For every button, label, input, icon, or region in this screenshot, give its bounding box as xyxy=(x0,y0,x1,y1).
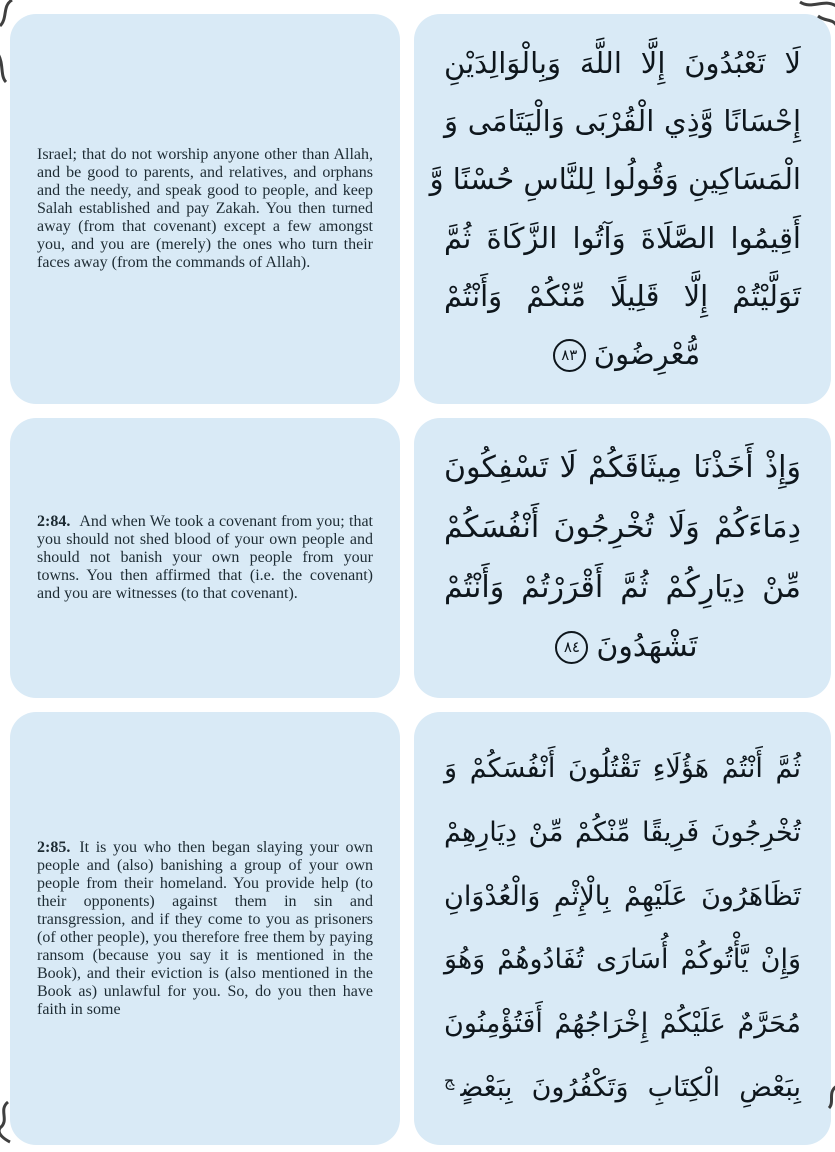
english-translation-2-85 xyxy=(37,839,373,1019)
translation-card-2-84 xyxy=(10,418,400,698)
arabic-card-2-84 xyxy=(414,418,831,698)
arabic-line: وَإِذْ أَخَذْنَا مِيثَاقَكُمْ لَا تَسْفِكُونَ xyxy=(444,450,801,486)
arabic-last-line: بِبَعْضِ الْكِتَابِ وَتَكْفُرُونَ بِبَعْضٍ xyxy=(460,1072,801,1104)
arabic-line: إِحْسَانًا وَّذِي الْقُرْبَى وَالْيَتَامَى وَ xyxy=(444,104,801,139)
verse-ref: 2:85. xyxy=(37,838,71,856)
arabic-line: ثُمَّ أَنْتُمْ هَؤُلَاءِ تَقْتُلُونَ أَنْفُسَكُمْ وَ xyxy=(444,752,801,784)
ayah-number-badge: ٨٣ xyxy=(553,339,586,372)
translation-text: It is you who then began slaying your own people and (also) banishing a group of your own people from their homeland. You provide help (to their opponents) against them in sin and transgression, and if they come to you as prisoners (of other people), you therefore free them by paying ransom (because you say it is mentioned in the Book), and their eviction is (also mentioned in the Book as) unlawful for you. So, do you then have faith in some xyxy=(37,838,373,1018)
translation-text: And when We took a covenant from you; that you should not shed blood of your own people and should not banish your own people from your towns. You then affirmed that (i.e. the covenant) and you are witnesses (to that covenant). xyxy=(37,513,373,602)
arabic-line: وَإِنْ يَّأْتُوكُمْ أُسَارَى تُفَادُوهُمْ وَهُوَ xyxy=(444,944,801,976)
translation-card-2-83 xyxy=(10,14,400,404)
arabic-line-final xyxy=(444,624,801,671)
english-translation-2-84 xyxy=(37,513,373,603)
arabic-line: تَظَاهَرُونَ عَلَيْهِمْ بِالْإِثْمِ وَالْعُدْوَانِ xyxy=(444,880,801,912)
verse-ref: 2:84. xyxy=(37,513,71,530)
arabic-last-word: تَشْهَدُونَ xyxy=(596,629,698,665)
arabic-line-final xyxy=(444,1067,801,1109)
arabic-line-final xyxy=(444,332,801,377)
arabic-line: مِّنْ دِيَارِكُمْ ثُمَّ أَقْرَرْتُمْ وَأَنْتُمْ xyxy=(444,569,801,605)
arabic-line: تَوَلَّيْتُمْ إِلَّا قَلِيلًا مِّنْكُمْ وَأَنْتُمْ xyxy=(444,278,801,313)
arabic-line: الْمَسَاكِينِ وَقُولُوا لِلنَّاسِ حُسْنًا وَّ xyxy=(429,162,801,197)
arabic-line: تُخْرِجُونَ فَرِيقًا مِّنْكُمْ مِّنْ دِيَارِهِمْ xyxy=(444,816,801,848)
translation-card-2-85 xyxy=(10,712,400,1145)
arabic-line: أَقِيمُوا الصَّلَاةَ وَآتُوا الزَّكَاةَ ثُمَّ xyxy=(444,220,801,255)
arabic-card-2-83 xyxy=(414,14,831,404)
waqf-mark: ج xyxy=(444,1071,455,1091)
arabic-line: دِمَاءَكُمْ وَلَا تُخْرِجُونَ أَنْفُسَكُمْ xyxy=(444,509,801,545)
english-translation-2-83 xyxy=(37,146,373,272)
translation-text: Israel; that do not worship anyone other than Allah, and be good to parents, and relatives, and orphans and the needy, and speak good to people, and keep Salah established and pay Zakah. You then turned away (from that covenant) except a few amongst you, and you are (merely) the ones who turn their faces away (from the commands of Allah). xyxy=(37,146,373,271)
arabic-line: مُحَرَّمٌ عَلَيْكُمْ إِخْرَاجُهُمْ أَفَتُؤْمِنُونَ xyxy=(444,1008,801,1040)
arabic-card-2-85 xyxy=(414,712,831,1145)
arabic-line: لَا تَعْبُدُونَ إِلَّا اللَّهَ وَبِالْوَالِدَيْنِ xyxy=(444,46,801,81)
arabic-last-word: مُّعْرِضُونَ xyxy=(593,336,701,371)
scan-artifact-left-edge xyxy=(0,52,8,84)
ayah-number-badge: ٨٤ xyxy=(555,631,588,664)
